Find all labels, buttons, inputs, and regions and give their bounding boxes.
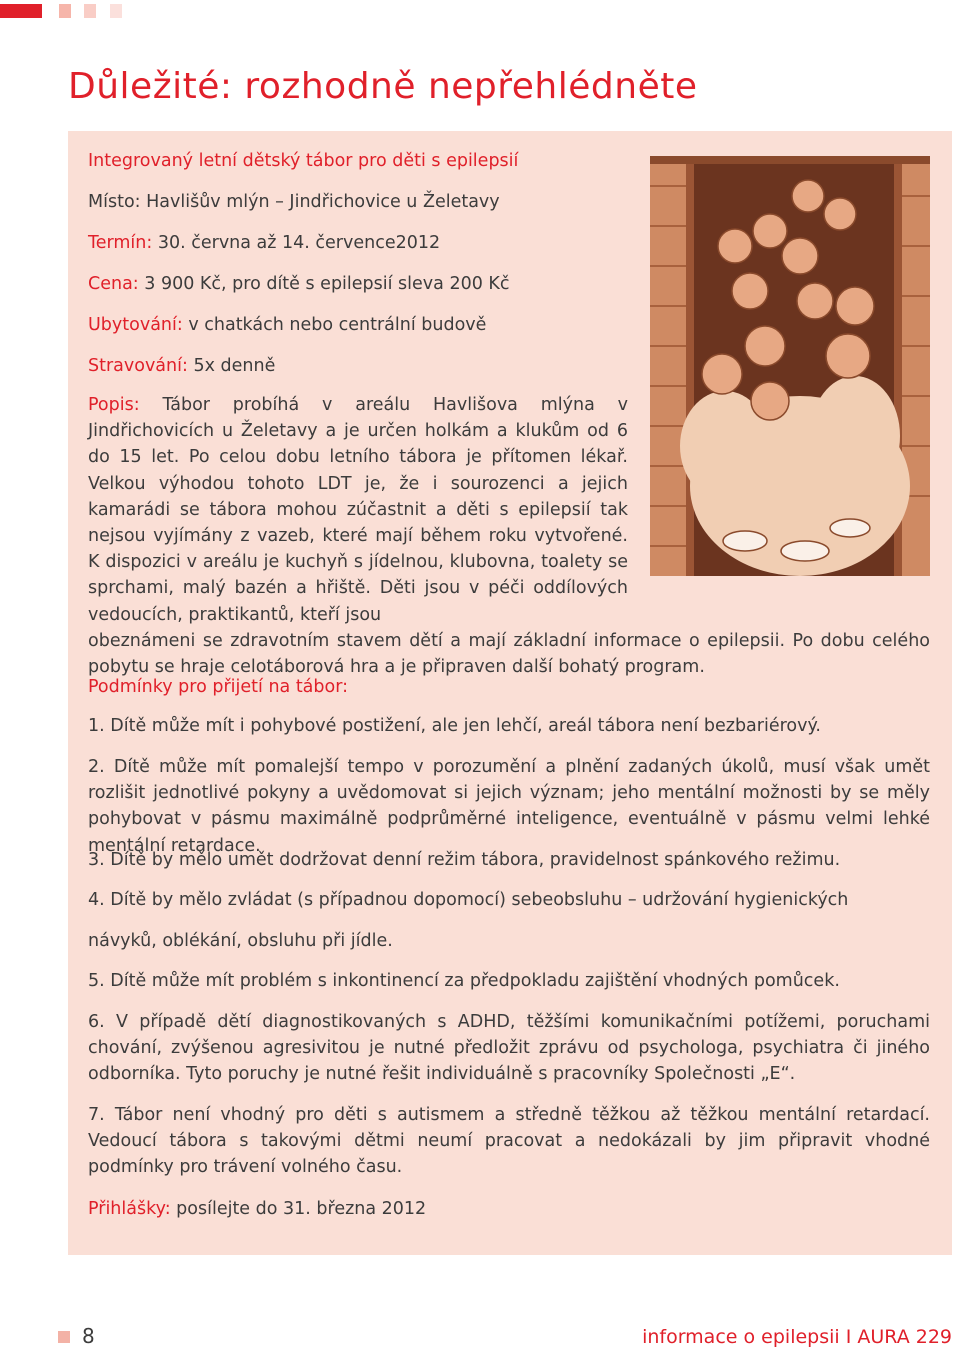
meals-label: Stravování: xyxy=(88,356,188,376)
page-number: 8 xyxy=(82,1324,95,1348)
place-line xyxy=(88,189,500,215)
registration-line xyxy=(88,1196,426,1222)
condition-item-4-cont: návyků, oblékání, obsluhu při jídle. xyxy=(88,931,393,951)
decor-square xyxy=(59,4,71,18)
camp-name: Integrovaný letní dětský tábor pro děti s epilepsií xyxy=(88,151,519,171)
lodging-label: Ubytování: xyxy=(88,315,183,335)
price-value: 3 900 Kč, pro dítě s epilepsií sleva 200 Kč xyxy=(138,274,510,294)
term-line xyxy=(88,230,440,256)
place-value: Havlišův mlýn – Jindřichovice u Želetavy xyxy=(140,192,500,212)
condition-item-7: 7. Tábor není vhodný pro děti s autismem a středně těžkou až těžkou mentální retardací. Vedoucí tábora s takovými dětmi neumí pracovat a nedokázali by jim připravit vhodné podmínky pro trávení volného času. xyxy=(88,1105,930,1178)
condition-item-2: 2. Dítě může mít pomalejší tempo v porozumění a plnění zadaných úkolů, musí však umět rozlišit jednotlivé pokyny a uvědomovat si jejich význam; jeho mentální možnosti by se měly pohybovat v pásmu maximálně podprůměrné inteligence, eventuálně v pásmu velmi lehké mentální retardace. xyxy=(88,757,930,856)
decor-square xyxy=(84,4,96,18)
publication-name: informace o epilepsii I AURA 229 xyxy=(642,1326,952,1348)
price-line xyxy=(88,271,510,297)
price-label: Cena: xyxy=(88,274,139,294)
lodging-value: v chatkách nebo centrální budově xyxy=(182,315,487,335)
meals-value: 5x denně xyxy=(187,356,276,376)
description-label: Popis: xyxy=(88,395,140,415)
term-value: 30. června až 14. července2012 xyxy=(152,233,441,253)
term-label: Termín: xyxy=(88,233,153,253)
condition-item-6: 6. V případě dětí diagnostikovaných s ADHD, těžšími komunikačními potížemi, poruchami chování, zvýšenou agresivitou je nutné předložit zprávu od psychologa, psychiatra či jiného odborníka. Tyto poruchy je nutné řešit individuálně s pracovníky Společnosti „E“. xyxy=(88,1012,930,1085)
description-text-wide: obeznámeni se zdravotním stavem dětí a mají základní informace o epilepsii. Po dobu celého pobytu se hraje celotáborová hra a je připraven další bohatý program. xyxy=(88,630,930,678)
condition-item-5: 5. Dítě může mít problém s inkontinencí za předpokladu zajištění vhodných pomůcek. xyxy=(88,971,840,991)
condition-item-4: 4. Dítě by mělo zvládat (s případnou dopomocí) sebeobsluhu – udržování hygienických xyxy=(88,890,849,910)
page-title: Důležité: rozhodně nepřehlédněte xyxy=(68,66,698,107)
registration-label: Přihlášky: xyxy=(88,1199,171,1219)
meals-line xyxy=(88,353,275,379)
conditions-heading: Podmínky pro přijetí na tábor: xyxy=(88,677,349,697)
decor-square xyxy=(110,4,122,18)
condition-item-1: 1. Dítě může mít i pohybové postižení, ale jen lehčí, areál tábora není bezbariérový. xyxy=(88,716,821,736)
footer-square xyxy=(58,1331,70,1343)
description xyxy=(88,392,930,680)
lodging-line xyxy=(88,312,486,338)
description-narrow xyxy=(88,392,628,628)
registration-value: posílejte do 31. března 2012 xyxy=(170,1199,427,1219)
condition-item-3: 3. Dítě by mělo umět dodržovat denní režim tábora, pravidelnost spánkového režimu. xyxy=(88,850,841,870)
place-label: Místo: xyxy=(88,192,141,212)
description-text-narrow: Tábor probíhá v areálu Havlišova mlýna v Jindřichovicích u Želetavy a je určen holkám a klukům od 6 do 15 let. Po celou dobu letního tábora je přítomen lékař. Velkou výhodou tohoto LDT je, že i sourozenci a jejich kamarádi se tábora mohou zúčastnit a děti s epilepsií tak nejsou vyjímány z vazeb, které mají během roku vytvořené. K dispozici v areálu je kuchyň s jídelnou, klubovna, toalety se sprchami, malý bazén a hřiště. Děti jsou v péči oddílových vedoucích, praktikantů, kteří jsou xyxy=(88,395,628,625)
decor-bar xyxy=(0,4,42,18)
